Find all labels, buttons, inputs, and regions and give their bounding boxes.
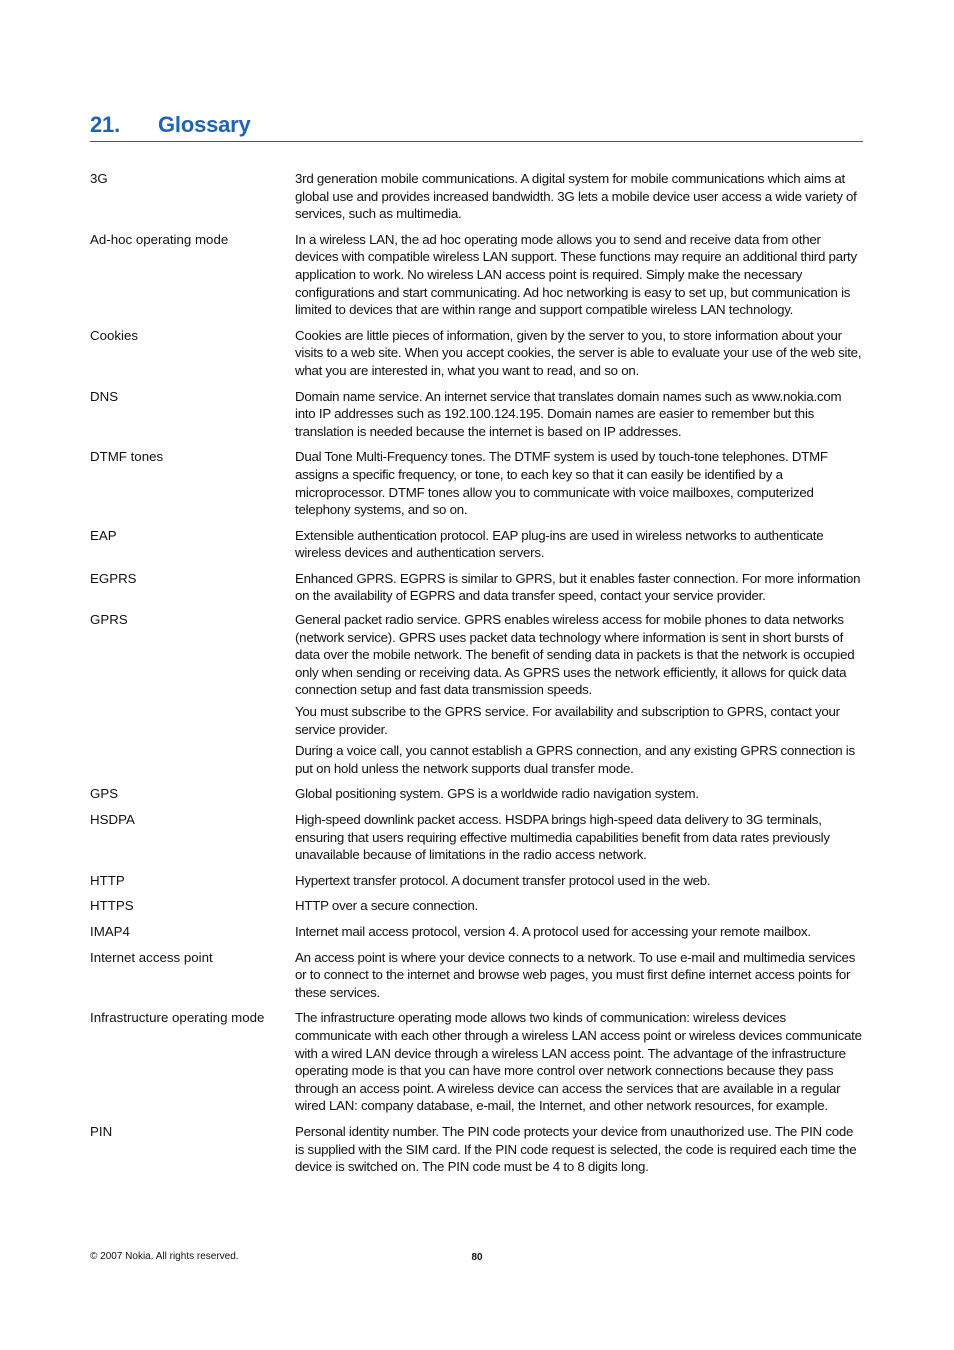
glossary-definition xyxy=(295,897,863,915)
glossary-term: GPRS xyxy=(90,612,128,628)
glossary-term: EAP xyxy=(90,527,117,543)
definition-paragraph: An access point is where your device connects to a network. To use e-mail and multimedia services or to connect to the internet and browse web pages, you must first define internet access points for these services. xyxy=(295,949,856,1000)
glossary-entry xyxy=(90,388,863,441)
definition-paragraph: The infrastructure operating mode allows two kinds of communication: wireless devices communicate with each other through a wireless LAN access point or wireless devices communicate with a wired LAN device through a wireless LAN access point. The advantage of the infrastructure operating mode is that you can have more control over network connections because they pass through an access point. A wireless device can access the services that are available in a regular wired LAN: company database, e-mail, the Internet, and other network resources, for example. xyxy=(295,1010,862,1114)
glossary-definition xyxy=(295,388,863,441)
definition-paragraph: Personal identity number. The PIN code protects your device from unauthorized use. The PIN code is supplied with the SIM card. If the PIN code request is selected, the code is required each time the device is switched on. The PIN code must be 4 to 8 digits long. xyxy=(295,1123,857,1175)
definition-paragraph: You must subscribe to the GPRS service. For availability and subscription to GPRS, contact your service provider. xyxy=(295,704,840,737)
glossary-definition xyxy=(295,1009,863,1115)
glossary-term: Ad-hoc operating mode xyxy=(90,231,229,247)
glossary-term: 3G xyxy=(90,171,108,186)
definition-paragraph: Enhanced GPRS. EGPRS is similar to GPRS, but it enables faster connection. For more information on the availability of EGPRS and data transfer speed, contact your service provider. xyxy=(295,570,861,604)
glossary-term: IMAP4 xyxy=(90,923,130,939)
glossary-term: DTMF tones xyxy=(90,449,164,465)
glossary-term: EGPRS xyxy=(90,570,137,586)
chapter-heading xyxy=(90,110,863,142)
glossary-entry xyxy=(90,231,863,319)
glossary-term: Internet access point xyxy=(90,949,213,965)
definition-paragraph: Domain name service. An internet service that translates domain names such as www.nokia.com into IP addresses such as 192.100.124.195. Domain names are easier to remember but this translation is needed because the internet is based on IP addresses. xyxy=(295,388,842,439)
page-number: 80 xyxy=(471,1252,483,1263)
glossary-definition xyxy=(295,448,863,518)
glossary-definition xyxy=(295,785,863,803)
glossary-definition xyxy=(295,949,863,1002)
glossary-term: HSDPA xyxy=(90,812,135,827)
definition-paragraph: Dual Tone Multi-Frequency tones. The DTMF system is used by touch-tone telephones. DTMF assigns a specific frequency, or tone, to each key so that it can easily be identified by a microprocessor. DTMF tones allow you to communicate with voice mailboxes, computerized telephony systems, and so on. xyxy=(295,449,828,518)
definition-paragraph: Global positioning system. GPS is a worldwide radio navigation system. xyxy=(295,786,699,802)
glossary-entry xyxy=(90,785,863,803)
glossary-definition xyxy=(295,1123,863,1176)
chapter-number: 21. xyxy=(90,112,120,137)
glossary-definition xyxy=(295,872,863,890)
glossary-entry xyxy=(90,897,863,915)
glossary-list xyxy=(90,170,863,1176)
glossary-entry xyxy=(90,1009,863,1115)
glossary-entry xyxy=(90,949,863,1002)
glossary-term: GPS xyxy=(90,786,119,802)
definition-paragraph: 3rd generation mobile communications. A digital system for mobile communications which aims at global use and provides increased bandwidth. 3G lets a mobile device user access a wide variety of services, such as multimedia. xyxy=(295,171,857,222)
glossary-term: HTTP xyxy=(90,872,125,888)
glossary-entry xyxy=(90,811,863,864)
glossary-entry xyxy=(90,1123,863,1176)
glossary-definition xyxy=(295,327,863,380)
glossary-definition xyxy=(295,170,863,223)
glossary-entry xyxy=(90,872,863,890)
glossary-definition xyxy=(295,570,863,605)
chapter-title: Glossary xyxy=(158,112,251,137)
definition-paragraph: HTTP over a secure connection. xyxy=(295,898,478,914)
glossary-term: DNS xyxy=(90,388,119,404)
definition-paragraph: General packet radio service. GPRS enables wireless access for mobile phones to data networks (network service). GPRS uses packet data technology where information is sent in short bursts of data over the mobile network. The benefit of sending data in packets is that the network is occupied only when sending or receiving data. As GPRS uses the network efficiently, it allows for quick data connection setup and fast data transmission speeds. xyxy=(295,612,855,698)
glossary-entry xyxy=(90,611,863,777)
glossary-entry xyxy=(90,527,863,562)
glossary-entry xyxy=(90,327,863,380)
copyright-notice: © 2007 Nokia. All rights reserved. xyxy=(90,1251,239,1262)
glossary-term: PIN xyxy=(90,1123,113,1139)
definition-paragraph: High-speed downlink packet access. HSDPA brings high-speed data delivery to 3G terminals, ensuring that users requiring effective multimedia capabilities benefit from data rates previously unavailable because of limitations in the radio access network. xyxy=(295,812,830,863)
glossary-entry xyxy=(90,923,863,941)
glossary-definition xyxy=(295,811,863,864)
glossary-definition xyxy=(295,231,863,319)
glossary-definition xyxy=(295,923,863,941)
glossary-definition xyxy=(295,611,863,777)
definition-paragraph: Internet mail access protocol, version 4. A protocol used for accessing your remote mailbox. xyxy=(295,923,811,939)
glossary-term: Infrastructure operating mode xyxy=(90,1010,265,1026)
glossary-definition xyxy=(295,527,863,562)
definition-paragraph: Cookies are little pieces of information, given by the server to you, to store information about your visits to a web site. When you accept cookies, the server is able to evaluate your use of the web site, what you are interested in, what you want to read, and so on. xyxy=(295,327,862,378)
glossary-term: HTTPS xyxy=(90,898,134,914)
definition-paragraph: During a voice call, you cannot establish a GPRS connection, and any existing GPRS connection is put on hold unless the network supports dual transfer mode. xyxy=(295,743,855,776)
definition-paragraph: In a wireless LAN, the ad hoc operating mode allows you to send and receive data from other devices with compatible wireless LAN support. These functions may require an additional third party application to work. No wireless LAN access point is required. Simply make the necessary configurations and start communicating. Ad hoc networking is easy to set up, but communication is limited to devices that are within range and support compatible wireless LAN technology. xyxy=(295,231,857,318)
glossary-term: Cookies xyxy=(90,327,139,343)
definition-paragraph: Extensible authentication protocol. EAP plug-ins are used in wireless networks to authenticate wireless devices and authentication servers. xyxy=(295,527,824,561)
definition-paragraph: Hypertext transfer protocol. A document transfer protocol used in the web. xyxy=(295,872,711,888)
glossary-entry xyxy=(90,448,863,518)
glossary-entry xyxy=(90,570,863,605)
glossary-entry xyxy=(90,170,863,223)
